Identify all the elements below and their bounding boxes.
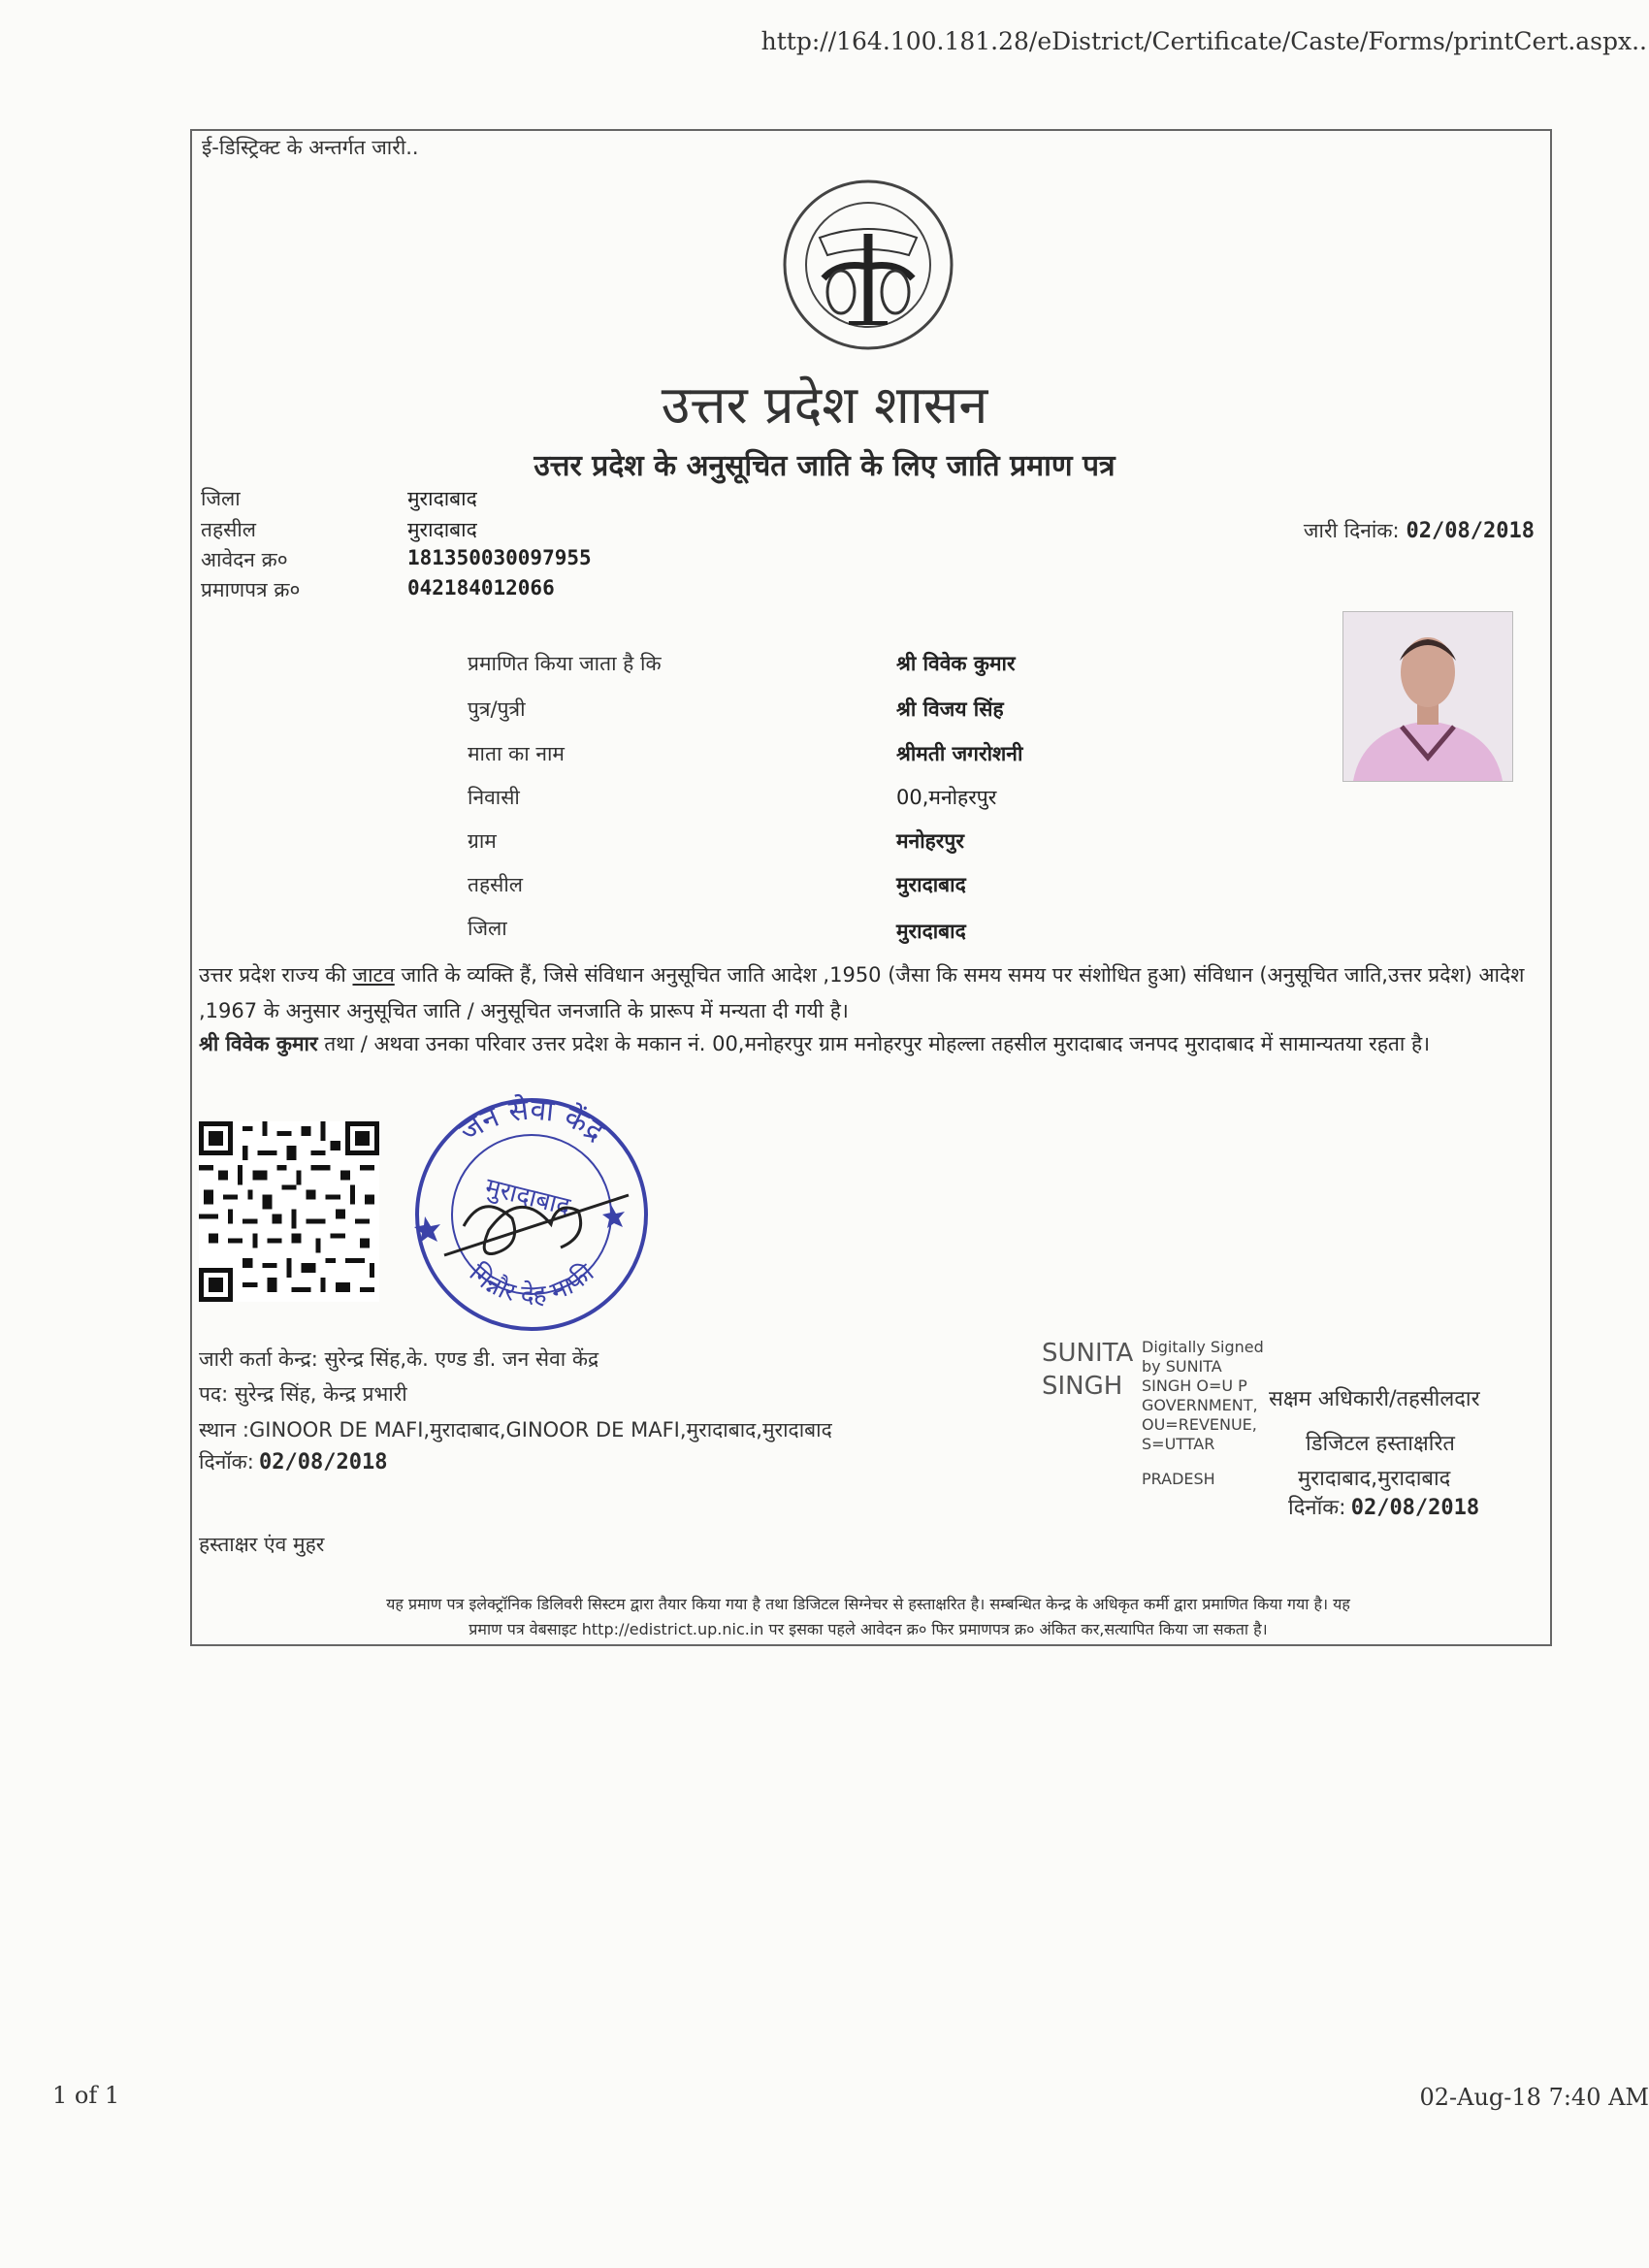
certificate-number-label: प्रमाणपत्र क्र०: [201, 578, 301, 601]
father-name: श्री विजय सिंह: [896, 697, 1004, 721]
issuing-center: जारी कर्ता केन्द्र: सुरेन्द्र सिंह,के. एण्ड डी. जन सेवा केंद्र: [199, 1347, 599, 1371]
district-label: जिला: [201, 487, 241, 510]
signature-date-label: दिनॉक:: [1288, 1496, 1346, 1520]
tehsil-label: तहसील: [201, 518, 256, 541]
issued-note: ई-डिस्ट्रिक्ट के अन्तर्गत जारी..: [202, 136, 419, 159]
page-count: 1 of 1: [52, 2082, 120, 2109]
issuer-date: [199, 1448, 387, 1475]
stamp-top-text: जन सेवा केंद्र: [453, 1092, 611, 1150]
issue-date-label: जारी दिनांक:: [1303, 519, 1400, 542]
detail-label: प्रमाणित किया जाता है कि: [468, 652, 662, 675]
page-title: उत्तर प्रदेश शासन: [661, 374, 988, 436]
detail-label: निवासी: [468, 786, 520, 809]
mother-name: श्रीमती जगरोशनी: [896, 742, 1023, 765]
certificate-subtitle: उत्तर प्रदेश के अनुसूचित जाति के लिए जाति प्रमाण पत्र: [534, 449, 1116, 483]
application-number-label: आवेदन क्र०: [201, 548, 288, 571]
page-url: http://164.100.181.28/eDistrict/Certificate/Caste/Forms/printCert.aspx..: [760, 27, 1647, 55]
qr-code: [199, 1121, 379, 1302]
detail-label: तहसील: [468, 873, 523, 896]
detail-tehsil-value: मुरादाबाद: [896, 873, 966, 896]
up-government-emblem: [781, 178, 955, 352]
application-number-value: 181350030097955: [407, 546, 592, 569]
district-value: मुरादाबाद: [407, 487, 477, 510]
stamp-bottom-text: गिन्नौर देह माफी: [463, 1258, 600, 1311]
digital-signature-details: Digitally Signed by SUNITA SINGH O=U P GOVERNMENT, OU=REVENUE, S=UTTAR PRADESH: [1142, 1338, 1264, 1488]
applicant-photo: [1342, 611, 1513, 782]
issue-date-value: 02/08/2018: [1406, 519, 1535, 543]
issue-date: [1304, 517, 1535, 544]
issue-place-value: GINOOR DE MAFI,मुरादाबाद,GINOOR DE MAFI,मुरादाबाद,मुरादाबाद: [249, 1418, 832, 1442]
signature-date-value: 02/08/2018: [1350, 1496, 1480, 1520]
issue-place: [199, 1416, 832, 1443]
signature-and-seal-label: हस्ताक्षर एंव मुहर: [199, 1533, 325, 1556]
svg-text:जन सेवा केंद्र: [453, 1092, 611, 1150]
village-value: मनोहरपुर: [896, 829, 964, 853]
caste-statement: उत्तर प्रदेश राज्य की जाटव जाति के व्यक्ति हैं, जिसे संविधान अनुसूचित जाति आदेश ,1950 (जैसा कि समय समय पर संशोधित हुआ) संविधान (अनुसूचित जाति,उत्तर प्रदेश) आदेश ,1967 के अनुसार अनुसूचित जाति / अनुसूचित जनजाति के प्रारूप में मन्यता दी गयी है।: [199, 963, 1525, 1022]
tehsil-value: मुरादाबाद: [407, 518, 477, 541]
detail-label: माता का नाम: [468, 742, 565, 765]
caste-name: जाटव: [352, 963, 395, 987]
applicant-name: श्री विवेक कुमार: [896, 652, 1016, 675]
detail-label: पुत्र/पुत्री: [468, 697, 526, 721]
signature-place: मुरादाबाद,मुरादाबाद: [1298, 1467, 1451, 1491]
signer-name: SUNITA SINGH: [1042, 1339, 1134, 1401]
residence-value: 00,मनोहरपुर: [896, 786, 997, 809]
verification-disclaimer: यह प्रमाण पत्र इलेक्ट्रॉनिक डिलिवरी सिस्टम द्वारा तैयार किया गया है तथा डिजिटल सिग्नेचर से हस्ताक्षरित है। सम्बन्धित केन्द्र के अधिकृत कर्मी द्वारा प्रमाणित किया गया है। यह प्रमाण पत्र वेबसाइट http://edistrict.up.nic.in पर इसका पहले आवेदन क्र० फिर प्रमाणपत्र क्र० अंकित कर,सत्यापित किया जा सकता है।: [386, 1595, 1350, 1638]
svg-text:गिन्नौर देह माफी: [464, 1257, 601, 1311]
stamp-middle-text: मुरादाबाद: [482, 1172, 573, 1222]
issuer-post: पद: सुरेन्द्र सिंह, केन्द्र प्रभारी: [199, 1382, 407, 1406]
issuer-date-label: दिनॉक:: [199, 1450, 254, 1474]
issuer-date-value: 02/08/2018: [258, 1450, 388, 1474]
detail-label: जिला: [468, 917, 507, 940]
officer-designation: सक्षम अधिकारी/तहसीलदार: [1269, 1387, 1480, 1411]
detail-district-value: मुरादाबाद: [896, 920, 966, 943]
detail-label: ग्राम: [468, 829, 497, 853]
jan-seva-kendra-stamp: [405, 1090, 658, 1333]
signature-date: [1288, 1492, 1479, 1521]
residence-statement: श्री विवेक कुमार तथा / अथवा उनका परिवार उत्तर प्रदेश के मकान नं. 00,मनोहरपुर ग्राम मनोहरपुर मोहल्ला तहसील मुरादाबाद जनपद मुरादाबाद में सामान्यतया रहता है।: [199, 1032, 1431, 1055]
certificate-number-value: 042184012066: [407, 576, 555, 599]
issue-place-label: स्थान :: [199, 1418, 250, 1442]
applicant-name-inline: श्री विवेक कुमार: [199, 1032, 318, 1055]
print-timestamp: 02-Aug-18 7:40 AM: [1419, 2084, 1649, 2111]
digitally-signed-label: डिजिटल हस्ताक्षरित: [1306, 1432, 1455, 1456]
